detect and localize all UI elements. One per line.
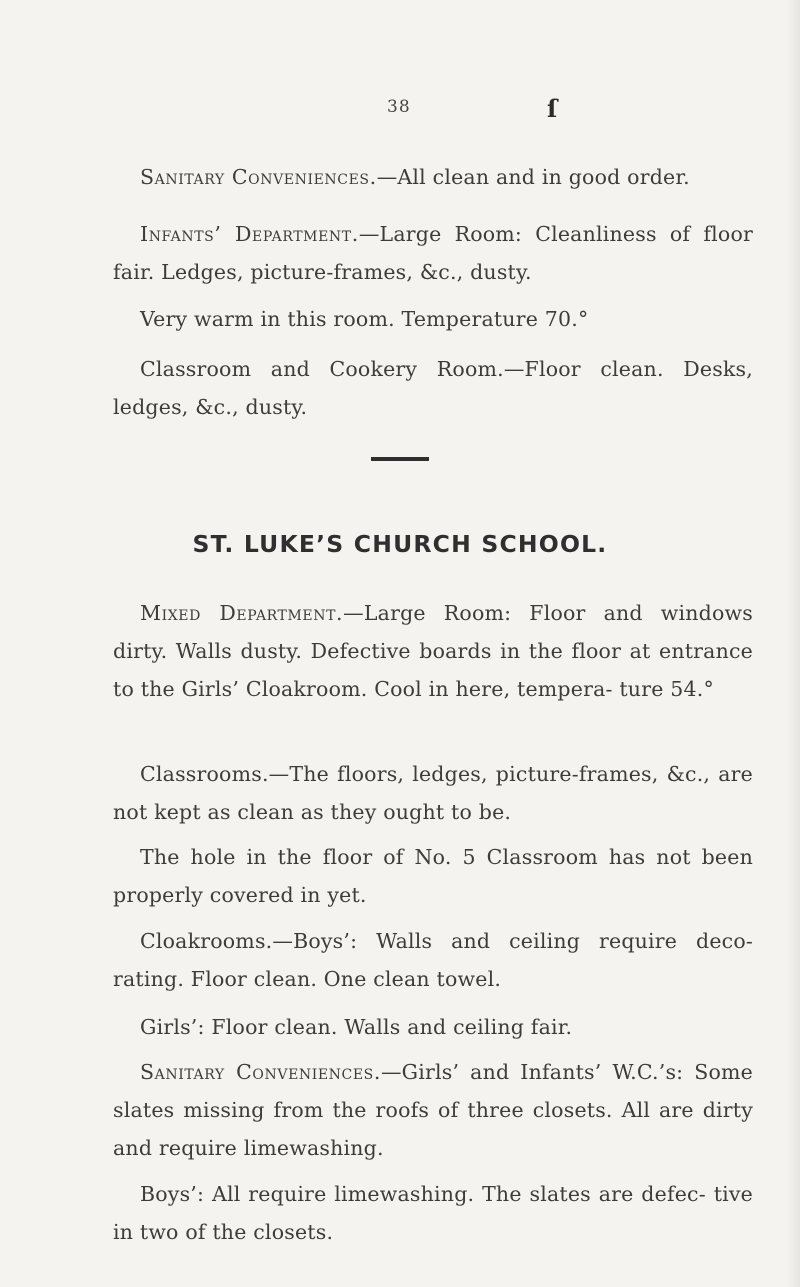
page-number: 38 [387,97,411,117]
paragraph-sanitary-conveniences [113,158,753,196]
paragraph-text: —Large Room: Floor and windows dirty. Walls dusty. Defective boards in the floor at entrance to the Girls’ Cloakroom. Cool in here, tempera- ture 54.° [113,601,754,701]
section-label: Infants’ Department. [140,222,359,246]
section-label: Sanitary Conveniences. [140,165,377,189]
paragraph-cloakrooms-boys: Cloakrooms.—Boys’: Walls and ceiling require deco- rating. Floor clean. One clean towel. [113,929,753,991]
page-edge-shadow [786,0,800,1287]
paragraph-text: —Girls’ and Infants’ W.C.’s: Some slates missing from the roofs of three closets. All are dirty and require limewashing. [113,1060,754,1160]
paragraph-boys-limewashing: Boys’: All require limewashing. The slates are defec- tive in two of the closets. [113,1182,753,1244]
school-heading: ST. LUKE’S CHURCH SCHOOL. [192,530,608,558]
section-divider [371,457,429,461]
section-label: Mixed Department. [140,601,344,625]
paragraph-sanitary-wcs [113,1053,753,1167]
paragraph-infants-department [113,215,753,291]
paragraph-classroom-cookery: Classroom and Cookery Room.—Floor clean. Desks, ledges, &c., dusty. [113,357,753,419]
section-label: Sanitary Conveniences. [140,1060,381,1084]
corner-mark: ſ [547,94,558,123]
paragraph-classrooms: Classrooms.—The floors, ledges, picture-frames, &c., are not kept as clean as they ought to be. [113,762,753,824]
paragraph-cloakrooms-girls: Girls’: Floor clean. Walls and ceiling fair. [140,1015,573,1039]
paragraph-temperature: Very warm in this room. Temperature 70.° [140,307,589,331]
paragraph-mixed-department [113,594,753,708]
paragraph-hole-in-floor: The hole in the floor of No. 5 Classroom has not been properly covered in yet. [113,845,753,907]
paragraph-text: —All clean and in good order. [376,165,690,189]
paragraph-text: —Large Room: Cleanliness of floor fair. Ledges, picture-frames, &c., dusty. [113,222,753,284]
